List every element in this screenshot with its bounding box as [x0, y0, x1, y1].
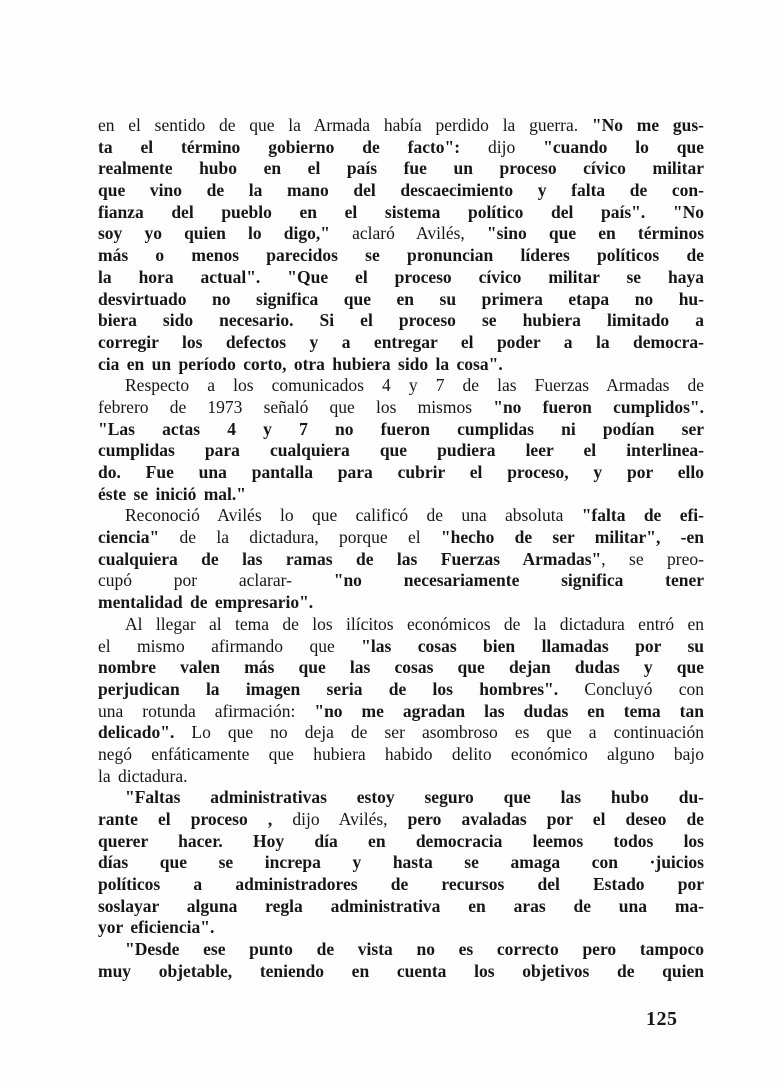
bold-text-run: políticos a administradores de recursos del Estado por: [98, 874, 704, 895]
bold-text-run: corregir los defectos y a entregar el poder a la democra-: [98, 331, 704, 352]
bold-text-run: muy objetable, teniendo en cuenta los objetivos de quien: [98, 960, 704, 981]
text-line: [98, 592, 704, 614]
text-line: [98, 874, 704, 896]
bold-text-run: soy yo quien lo digo,": [98, 223, 353, 244]
text-line: [98, 701, 704, 723]
text-line: [98, 115, 704, 137]
text-line: [98, 570, 704, 592]
bold-text-run: "no necesariamente significa tener: [333, 570, 704, 591]
text-line: [98, 787, 704, 809]
bold-text-run: nombre valen más que las cosas que dejan dudas y que: [98, 657, 704, 678]
bold-text-run: querer hacer. Hoy día en democracia leemos todos los: [98, 830, 704, 851]
text-line: [98, 961, 704, 983]
bold-text-run: éste se inició mal.": [98, 483, 246, 504]
bold-text-run: perjudican la imagen seria de los hombres".: [98, 678, 585, 699]
bold-text-run: días que se increpa y hasta se amaga con ·juicios: [98, 852, 704, 873]
regular-text-run: Respecto a los comunicados 4 y 7 de las Fuerzas Armadas de: [125, 375, 704, 396]
text-block: [98, 115, 704, 983]
bold-text-run: rante el proceso ,: [98, 809, 293, 829]
bold-text-run: do. Fue una pantalla para cubrir el proceso, y por ello: [98, 462, 704, 482]
regular-text-run: Lo que no deja de ser asombroso es que a continuación: [191, 722, 704, 743]
bold-text-run: fianza del pueblo en el sistema político del país". "No: [98, 201, 704, 222]
text-line: [98, 354, 704, 376]
text-line: [98, 636, 704, 658]
bold-text-run: "las cosas bien llamadas por su: [361, 635, 704, 656]
text-line: [98, 657, 704, 679]
bold-text-run: soslayar alguna regla administrativa en aras de una ma-: [98, 895, 704, 916]
text-line: [98, 484, 704, 506]
text-line: [98, 462, 704, 484]
regular-text-run: negó enfáticamente que hubiera habido delito económico alguno bajo: [98, 743, 704, 764]
text-line: [98, 766, 704, 788]
bold-text-run: ciencia": [98, 527, 180, 548]
text-line: [98, 158, 704, 180]
text-line: [98, 267, 704, 289]
bold-text-run: la hora actual". "Que el proceso cívico militar se haya: [98, 266, 704, 287]
text-line: [98, 245, 704, 267]
bold-text-run: "Desde ese punto de vista no es correcto pero tampoco: [125, 939, 704, 960]
bold-text-run: "hecho de ser militar", -en: [440, 527, 704, 548]
text-line: [98, 917, 704, 939]
text-line: [98, 614, 704, 636]
text-line: [98, 939, 704, 961]
text-line: [98, 527, 704, 549]
bold-text-run: "sino que en términos: [486, 223, 704, 244]
page-number: 125: [646, 1008, 678, 1030]
text-line: [98, 137, 704, 159]
bold-text-run: que vino de la mano del descaecimiento y falta de con-: [98, 180, 704, 201]
regular-text-run: cupó por aclarar-: [98, 570, 334, 591]
bold-text-run: ta el término gobierno de facto":: [98, 136, 489, 157]
text-line: [98, 397, 704, 419]
text-line: [98, 180, 704, 202]
bold-text-run: pero avaladas por el deseo de: [407, 809, 705, 829]
text-line: [98, 679, 704, 701]
regular-text-run: una rotunda afirmación:: [98, 700, 315, 721]
text-line: [98, 896, 704, 918]
bold-text-run: "Faltas administrativas estoy seguro que las hubo du-: [125, 787, 704, 808]
bold-text-run: cia en un período corto, otra hubiera sido la cosa".: [98, 353, 503, 374]
bold-text-run: "no me agradan las dudas en tema tan: [314, 700, 704, 721]
regular-text-run: la dictadura.: [98, 765, 188, 786]
bold-text-run: "falta de efi-: [581, 505, 704, 526]
regular-text-run: el mismo afirmando que: [98, 635, 362, 656]
bold-text-run: mentalidad de empresario".: [98, 592, 314, 613]
bold-text-run: "No me gus-: [591, 115, 704, 135]
text-line: [98, 852, 704, 874]
text-line: [98, 375, 704, 397]
text-line: [98, 202, 704, 224]
text-line: [98, 809, 704, 831]
bold-text-run: cumplidas para cualquiera que pudiera leer el interlinea-: [98, 440, 704, 461]
text-line: [98, 310, 704, 332]
text-line: [98, 549, 704, 571]
bold-text-run: yor eficiencia".: [98, 917, 215, 938]
text-line: [98, 332, 704, 354]
text-line: [98, 289, 704, 311]
bold-text-run: "Las actas 4 y 7 no fueron cumplidas ni podían ser: [98, 418, 704, 439]
text-line: [98, 505, 704, 527]
regular-text-run: febrero de 1973 señaló que los mismos: [98, 396, 494, 417]
regular-text-run: aclaró Avilés,: [352, 223, 487, 244]
regular-text-run: , se preo-: [601, 548, 704, 569]
bold-text-run: "cuando lo que: [543, 136, 704, 157]
regular-text-run: dijo Avilés,: [292, 809, 408, 829]
regular-text-run: Reconoció Avilés lo que calificó de una absoluta: [125, 505, 582, 526]
regular-text-run: en el sentido de que la Armada había perdido la guerra.: [98, 115, 592, 135]
text-line: [98, 223, 704, 245]
regular-text-run: Al llegar al tema de los ilícitos económicos de la dictadura entró en: [125, 613, 704, 634]
regular-text-run: Concluyó con: [584, 678, 704, 699]
regular-text-run: de la dictadura, porque el: [179, 527, 441, 548]
text-line: [98, 722, 704, 744]
bold-text-run: cualquiera de las ramas de las Fuerzas Armadas": [98, 548, 602, 569]
bold-text-run: delicado".: [98, 722, 192, 743]
text-line: [98, 831, 704, 853]
bold-text-run: "no fueron cumplidos".: [493, 396, 704, 417]
text-line: [98, 440, 704, 462]
bold-text-run: más o menos parecidos se pronuncian líderes políticos de: [98, 245, 704, 266]
text-line: [98, 419, 704, 441]
bold-text-run: realmente hubo en el país fue un proceso cívico militar: [98, 158, 704, 179]
bold-text-run: biera sido necesario. Si el proceso se hubiera limitado a: [98, 310, 704, 331]
regular-text-run: dijo: [488, 136, 544, 157]
text-line: [98, 744, 704, 766]
bold-text-run: desvirtuado no significa que en su primera etapa no hu-: [98, 288, 704, 309]
